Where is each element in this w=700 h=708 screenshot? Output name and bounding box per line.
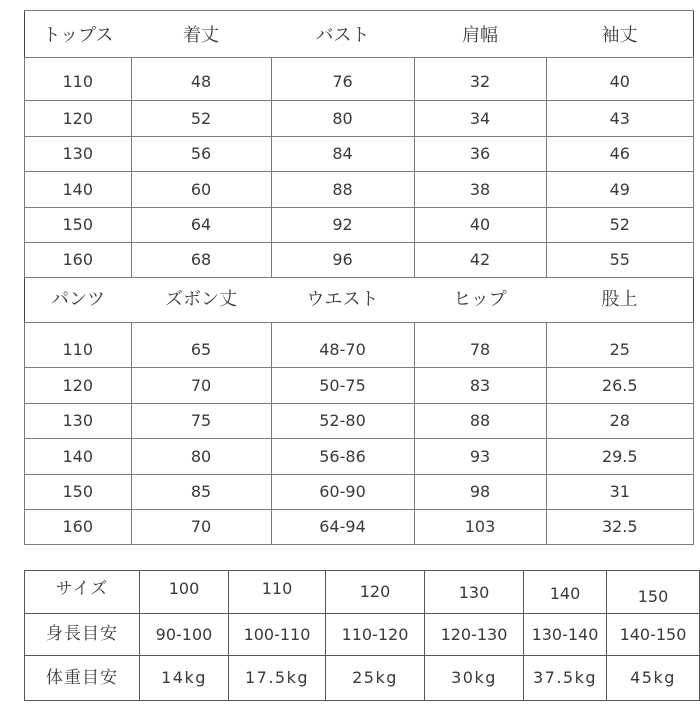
pants-row — [25, 368, 694, 404]
weight-guide-cell: 45kg — [607, 656, 700, 701]
pants-size-cell: 150 — [25, 475, 132, 510]
tops-bust-cell: 88 — [271, 172, 414, 208]
pants-size-cell: 140 — [25, 439, 132, 475]
weight-guide-row — [25, 656, 700, 701]
tops-bust-cell: 76 — [271, 58, 414, 101]
tops-bust-cell: 84 — [271, 137, 414, 172]
tops-bust-cell: 96 — [271, 243, 414, 278]
pants-rise-cell: 29.5 — [546, 439, 694, 475]
tops-length-cell: 60 — [131, 172, 271, 208]
size-guide-size-cell: 140 — [524, 571, 607, 614]
tops-header-bust: バスト — [271, 11, 414, 58]
pants-rise-cell: 26.5 — [546, 368, 694, 404]
pants-header-waist: ウエスト — [271, 278, 414, 323]
pants-waist-cell: 52-80 — [271, 404, 414, 439]
height-guide-cell: 110-120 — [326, 614, 425, 656]
size-guide-size-cell: 110 — [229, 571, 326, 614]
tops-shoulder-cell: 32 — [414, 58, 546, 101]
tops-size-cell: 150 — [25, 208, 132, 243]
pants-waist-cell: 60-90 — [271, 475, 414, 510]
weight-guide-cell: 14kg — [140, 656, 229, 701]
pants-waist-cell: 48-70 — [271, 323, 414, 368]
size-guide-table — [24, 570, 700, 701]
pants-length-cell: 70 — [131, 368, 271, 404]
tops-shoulder-cell: 34 — [414, 101, 546, 137]
tops-shoulder-cell: 40 — [414, 208, 546, 243]
tops-length-cell: 52 — [131, 101, 271, 137]
tops-size-cell: 140 — [25, 172, 132, 208]
tops-length-cell: 48 — [131, 58, 271, 101]
pants-hip-cell: 103 — [414, 510, 546, 545]
pants-waist-cell: 56-86 — [271, 439, 414, 475]
pants-header-length: ズボン丈 — [131, 278, 271, 323]
tops-header-shoulder: 肩幅 — [414, 11, 546, 58]
tops-size-cell: 130 — [25, 137, 132, 172]
pants-size-cell: 160 — [25, 510, 132, 545]
pants-row — [25, 439, 694, 475]
pants-hip-cell: 93 — [414, 439, 546, 475]
height-guide-cell: 130-140 — [524, 614, 607, 656]
height-guide-cell: 90-100 — [140, 614, 229, 656]
size-guide-header-row — [25, 571, 700, 614]
tops-row — [25, 58, 694, 101]
weight-guide-cell: 25kg — [326, 656, 425, 701]
pants-length-cell: 65 — [131, 323, 271, 368]
pants-row — [25, 510, 694, 545]
weight-guide-cell: 30kg — [425, 656, 524, 701]
tops-pants-size-table — [24, 10, 694, 545]
tops-size-cell: 160 — [25, 243, 132, 278]
tops-header-length: 着丈 — [131, 11, 271, 58]
pants-hip-cell: 98 — [414, 475, 546, 510]
tops-shoulder-cell: 38 — [414, 172, 546, 208]
pants-length-cell: 85 — [131, 475, 271, 510]
pants-header-size: パンツ — [25, 278, 132, 323]
tops-sleeve-cell: 49 — [546, 172, 694, 208]
size-guide-size-cell: 100 — [140, 571, 229, 614]
height-guide-cell: 140-150 — [607, 614, 700, 656]
pants-waist-cell: 64-94 — [271, 510, 414, 545]
pants-hip-cell: 88 — [414, 404, 546, 439]
tops-size-cell: 120 — [25, 101, 132, 137]
tops-header-row — [25, 11, 694, 58]
pants-hip-cell: 78 — [414, 323, 546, 368]
tops-bust-cell: 92 — [271, 208, 414, 243]
weight-guide-cell: 37.5kg — [524, 656, 607, 701]
tops-sleeve-cell: 52 — [546, 208, 694, 243]
pants-header-hip: ヒップ — [414, 278, 546, 323]
size-guide-size-cell: 150 — [607, 571, 700, 614]
size-guide-size-cell: 120 — [326, 571, 425, 614]
size-guide-size-cell: 130 — [425, 571, 524, 614]
weight-guide-cell: 17.5kg — [229, 656, 326, 701]
pants-header-row — [25, 278, 694, 323]
tops-length-cell: 56 — [131, 137, 271, 172]
pants-waist-cell: 50-75 — [271, 368, 414, 404]
pants-length-cell: 80 — [131, 439, 271, 475]
tops-size-cell: 110 — [25, 58, 132, 101]
tops-row — [25, 208, 694, 243]
height-guide-cell: 120-130 — [425, 614, 524, 656]
pants-rise-cell: 25 — [546, 323, 694, 368]
height-guide-cell: 100-110 — [229, 614, 326, 656]
pants-length-cell: 75 — [131, 404, 271, 439]
pants-length-cell: 70 — [131, 510, 271, 545]
pants-rise-cell: 31 — [546, 475, 694, 510]
pants-size-cell: 120 — [25, 368, 132, 404]
tops-row — [25, 101, 694, 137]
tops-sleeve-cell: 46 — [546, 137, 694, 172]
tops-row — [25, 137, 694, 172]
pants-header-rise: 股上 — [546, 278, 694, 323]
tops-sleeve-cell: 40 — [546, 58, 694, 101]
pants-row — [25, 404, 694, 439]
tops-sleeve-cell: 43 — [546, 101, 694, 137]
pants-size-cell: 130 — [25, 404, 132, 439]
pants-rise-cell: 32.5 — [546, 510, 694, 545]
pants-row — [25, 475, 694, 510]
tops-bust-cell: 80 — [271, 101, 414, 137]
weight-guide-label: 体重目安 — [25, 656, 140, 701]
tops-row — [25, 172, 694, 208]
tops-length-cell: 64 — [131, 208, 271, 243]
pants-size-cell: 110 — [25, 323, 132, 368]
height-guide-label: 身長目安 — [25, 614, 140, 656]
tops-header-sleeve: 袖丈 — [546, 11, 694, 58]
tops-row — [25, 243, 694, 278]
pants-rise-cell: 28 — [546, 404, 694, 439]
tops-header-size: トップス — [25, 11, 132, 58]
pants-hip-cell: 83 — [414, 368, 546, 404]
tops-shoulder-cell: 36 — [414, 137, 546, 172]
tops-length-cell: 68 — [131, 243, 271, 278]
height-guide-row — [25, 614, 700, 656]
tops-shoulder-cell: 42 — [414, 243, 546, 278]
tops-sleeve-cell: 55 — [546, 243, 694, 278]
size-guide-header-label: サイズ — [25, 571, 140, 614]
pants-row — [25, 323, 694, 368]
